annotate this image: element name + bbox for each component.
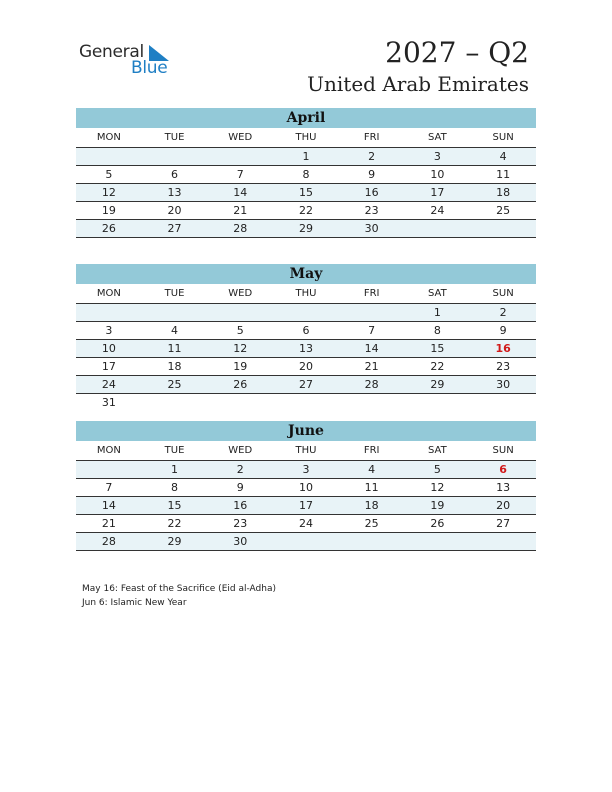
day-cell: 6	[142, 166, 208, 184]
day-cell: 3	[405, 148, 471, 166]
day-cell: 23	[207, 515, 273, 533]
day-cell: 28	[76, 533, 142, 551]
day-cell: 21	[76, 515, 142, 533]
week-row	[76, 376, 536, 394]
day-cell: 25	[339, 515, 405, 533]
day-cell: 8	[142, 479, 208, 497]
weekday-label: SAT	[405, 128, 471, 148]
day-cell: 17	[405, 184, 471, 202]
day-cell: 1	[405, 304, 471, 322]
day-cell: 27	[273, 376, 339, 394]
day-cell: 2	[339, 148, 405, 166]
day-cell: 13	[142, 184, 208, 202]
day-cell	[405, 394, 471, 412]
day-cell: 6	[470, 461, 536, 479]
weekday-label: WED	[207, 128, 273, 148]
weekday-label: SAT	[405, 284, 471, 304]
day-cell	[207, 394, 273, 412]
week-row	[76, 322, 536, 340]
day-cell: 19	[405, 497, 471, 515]
day-cell: 4	[339, 461, 405, 479]
generalblue-logo	[79, 42, 179, 82]
day-cell	[142, 148, 208, 166]
day-cell: 15	[142, 497, 208, 515]
day-cell	[273, 394, 339, 412]
weekday-label: FRI	[339, 128, 405, 148]
day-cell: 26	[76, 220, 142, 238]
day-cell: 14	[207, 184, 273, 202]
day-cell	[339, 533, 405, 551]
weekday-label: WED	[207, 441, 273, 461]
weekday-label: SUN	[470, 284, 536, 304]
day-cell	[339, 394, 405, 412]
weekday-label: SUN	[470, 441, 536, 461]
week-row	[76, 497, 536, 515]
day-cell: 15	[273, 184, 339, 202]
day-cell: 2	[470, 304, 536, 322]
week-row	[76, 340, 536, 358]
day-cell	[470, 394, 536, 412]
day-cell: 7	[339, 322, 405, 340]
day-cell: 19	[207, 358, 273, 376]
day-cell: 19	[76, 202, 142, 220]
day-cell: 26	[207, 376, 273, 394]
weekday-header-row	[76, 128, 536, 148]
calendar-grid	[76, 284, 536, 411]
calendar-grid	[76, 441, 536, 551]
day-cell: 8	[273, 166, 339, 184]
day-cell: 1	[273, 148, 339, 166]
day-cell	[273, 304, 339, 322]
day-cell: 22	[405, 358, 471, 376]
day-cell: 8	[405, 322, 471, 340]
week-row	[76, 479, 536, 497]
month-block-june	[76, 421, 536, 551]
day-cell: 22	[142, 515, 208, 533]
logo-word-general: General	[79, 42, 144, 62]
weekday-label: SUN	[470, 128, 536, 148]
weekday-label: SAT	[405, 441, 471, 461]
day-cell: 11	[339, 479, 405, 497]
day-cell: 24	[76, 376, 142, 394]
day-cell: 6	[273, 322, 339, 340]
weekday-label: TUE	[142, 284, 208, 304]
day-cell	[142, 394, 208, 412]
weekday-label: FRI	[339, 441, 405, 461]
week-row	[76, 358, 536, 376]
day-cell: 10	[273, 479, 339, 497]
day-cell: 9	[339, 166, 405, 184]
day-cell: 9	[470, 322, 536, 340]
day-cell: 3	[76, 322, 142, 340]
day-cell: 18	[339, 497, 405, 515]
week-row	[76, 220, 536, 238]
day-cell: 14	[76, 497, 142, 515]
day-cell: 18	[142, 358, 208, 376]
day-cell	[273, 533, 339, 551]
day-cell: 29	[142, 533, 208, 551]
holiday-notes	[82, 582, 276, 610]
day-cell: 4	[470, 148, 536, 166]
day-cell: 17	[76, 358, 142, 376]
day-cell	[405, 533, 471, 551]
day-cell	[76, 148, 142, 166]
day-cell: 20	[273, 358, 339, 376]
day-cell: 10	[405, 166, 471, 184]
day-cell: 27	[142, 220, 208, 238]
day-cell: 13	[470, 479, 536, 497]
weekday-label: WED	[207, 284, 273, 304]
day-cell: 5	[76, 166, 142, 184]
day-cell: 12	[405, 479, 471, 497]
month-block-april	[76, 108, 536, 238]
day-cell	[339, 304, 405, 322]
day-cell	[207, 148, 273, 166]
weekday-label: TUE	[142, 128, 208, 148]
week-row	[76, 184, 536, 202]
day-cell: 24	[273, 515, 339, 533]
holiday-note: Jun 6: Islamic New Year	[82, 598, 187, 608]
month-title: May	[76, 264, 536, 284]
week-row	[76, 166, 536, 184]
day-cell: 29	[273, 220, 339, 238]
week-row	[76, 304, 536, 322]
day-cell: 25	[470, 202, 536, 220]
day-cell: 23	[339, 202, 405, 220]
day-cell: 7	[207, 166, 273, 184]
day-cell	[470, 220, 536, 238]
day-cell: 5	[405, 461, 471, 479]
day-cell	[470, 533, 536, 551]
weekday-label: FRI	[339, 284, 405, 304]
month-title: June	[76, 421, 536, 441]
day-cell: 30	[470, 376, 536, 394]
day-cell: 9	[207, 479, 273, 497]
day-cell	[76, 461, 142, 479]
day-cell: 11	[142, 340, 208, 358]
day-cell: 12	[207, 340, 273, 358]
day-cell: 28	[207, 220, 273, 238]
weekday-label: MON	[76, 441, 142, 461]
week-row	[76, 148, 536, 166]
calendar-grid	[76, 128, 536, 238]
day-cell: 10	[76, 340, 142, 358]
weekday-header-row	[76, 441, 536, 461]
day-cell: 16	[339, 184, 405, 202]
day-cell	[405, 220, 471, 238]
weekday-header-row	[76, 284, 536, 304]
day-cell: 27	[470, 515, 536, 533]
day-cell: 13	[273, 340, 339, 358]
day-cell: 21	[339, 358, 405, 376]
day-cell: 18	[470, 184, 536, 202]
day-cell	[142, 304, 208, 322]
day-cell	[76, 304, 142, 322]
week-row	[76, 515, 536, 533]
day-cell: 30	[339, 220, 405, 238]
page-title: 2027 – Q2	[385, 36, 529, 69]
day-cell: 16	[470, 340, 536, 358]
weekday-label: THU	[273, 441, 339, 461]
day-cell: 26	[405, 515, 471, 533]
day-cell: 4	[142, 322, 208, 340]
week-row	[76, 202, 536, 220]
country-name: United Arab Emirates	[307, 72, 529, 96]
month-block-may	[76, 264, 536, 411]
day-cell: 3	[273, 461, 339, 479]
day-cell: 16	[207, 497, 273, 515]
holiday-note: May 16: Feast of the Sacrifice (Eid al-Adha)	[82, 584, 276, 594]
weekday-label: TUE	[142, 441, 208, 461]
day-cell: 17	[273, 497, 339, 515]
week-row	[76, 461, 536, 479]
month-title: April	[76, 108, 536, 128]
day-cell: 20	[142, 202, 208, 220]
day-cell: 29	[405, 376, 471, 394]
day-cell: 7	[76, 479, 142, 497]
day-cell: 2	[207, 461, 273, 479]
day-cell: 30	[207, 533, 273, 551]
logo-word-blue: Blue	[131, 58, 168, 78]
day-cell	[207, 304, 273, 322]
day-cell: 15	[405, 340, 471, 358]
day-cell: 20	[470, 497, 536, 515]
day-cell: 31	[101, 396, 116, 409]
weekday-label: MON	[76, 284, 142, 304]
weekday-label: THU	[273, 128, 339, 148]
day-cell: 21	[207, 202, 273, 220]
day-cell: 1	[142, 461, 208, 479]
week-row	[76, 533, 536, 551]
day-cell: 23	[470, 358, 536, 376]
weekday-label: THU	[273, 284, 339, 304]
day-cell: 14	[339, 340, 405, 358]
day-cell: 11	[470, 166, 536, 184]
day-cell: 22	[273, 202, 339, 220]
weekday-label: MON	[76, 128, 142, 148]
week-row	[76, 394, 536, 412]
day-cell: 25	[142, 376, 208, 394]
day-cell: 24	[405, 202, 471, 220]
day-cell: 12	[76, 184, 142, 202]
day-cell: 5	[207, 322, 273, 340]
day-cell: 28	[339, 376, 405, 394]
